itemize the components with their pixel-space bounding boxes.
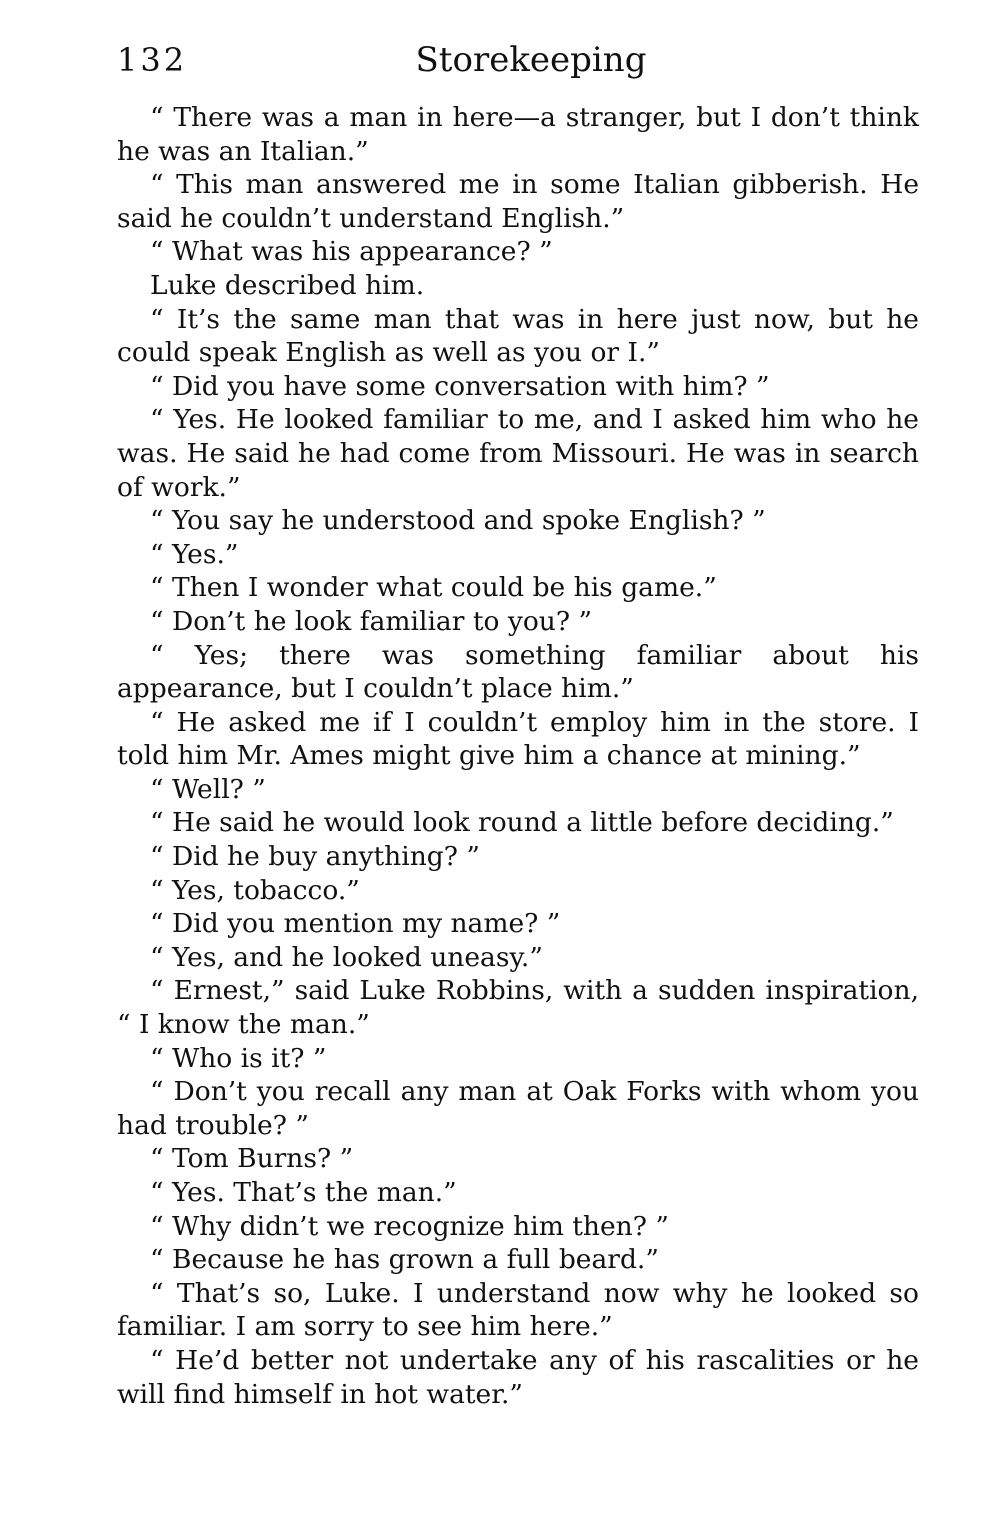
paragraph: “ You say he understood and spoke English? ” [150,505,766,537]
paragraph: “ There was a man in here—a stranger, but I don’t think he was an Italian.” [117,102,919,167]
paragraph: “ Why didn’t we recognize him then? ” [150,1210,669,1242]
paragraph: “ That’s so, Luke. I understand now why he looked so familiar. I am sorry to see him here.” [117,1277,919,1343]
paragraph: “ Well? ” [150,773,266,805]
paragraph: “ Did you mention my name? ” [150,908,561,940]
paragraph: “ Yes. He looked familiar to me, and I asked him who he was. He said he had come from Missouri. He was in search of work.” [117,404,919,503]
paragraph: “ Then I wonder what could be his game.” [150,572,717,604]
paragraph: “ Tom Burns? ” [150,1143,354,1175]
paragraph: “ He said he would look round a little before deciding.” [150,807,894,839]
paragraph: “ Yes; there was something familiar about his appearance, but I couldn’t place him.” [117,639,919,705]
paragraph: “ Did he buy anything? ” [150,841,480,873]
paragraph: “ Don’t he look familiar to you? ” [150,605,593,637]
paragraph: “ This man answered me in some Italian gibberish. He said he couldn’t understand English.” [117,169,919,234]
paragraph: “ He’d better not undertake any of his rascalities or he will find himself in hot water.” [117,1344,919,1410]
paragraph: “ What was his appearance? ” [150,236,553,268]
running-header [117,38,919,82]
chapter-title: Storekeeping [415,40,647,80]
paragraph: “ Yes. That’s the man.” [150,1177,457,1208]
body-text [117,101,919,1411]
paragraph: “ He asked me if I couldn’t employ him in the store. I told him Mr. Ames might give him a chance at mining.” [117,706,919,772]
paragraph: “ Yes, tobacco.” [150,874,360,906]
paragraph: “ It’s the same man that was in here just now, but he could speak English as well as you or I.” [117,303,919,369]
paragraph: “ Ernest,” said Luke Robbins, with a sudden inspiration, “ I know the man.” [117,975,919,1041]
paragraph: “ Did you have some conversation with him? ” [150,370,770,402]
paragraph: “ Because he has grown a full beard.” [150,1244,659,1276]
paragraph: “ Yes, and he looked uneasy.” [150,941,543,973]
paragraph: “ Yes.” [150,538,239,570]
paragraph: “ Who is it? ” [150,1042,327,1074]
paragraph: Luke described him. [150,269,425,301]
page-number: 132 [117,41,188,79]
paragraph: “ Don’t you recall any man at Oak Forks with whom you had trouble? ” [117,1076,919,1141]
